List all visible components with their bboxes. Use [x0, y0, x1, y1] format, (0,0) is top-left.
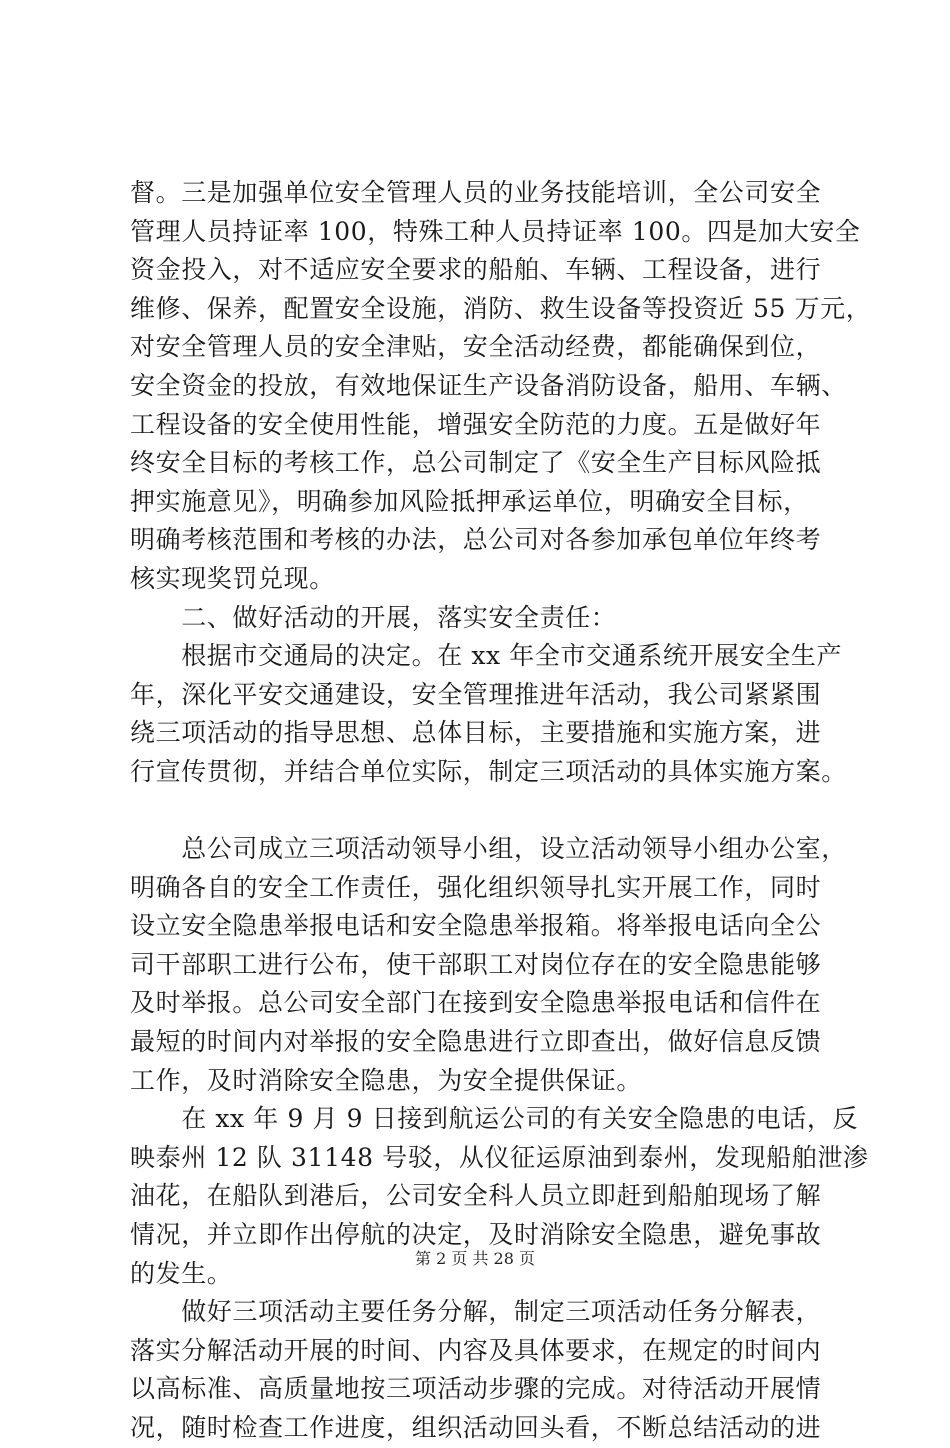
text-line: 明确各自的安全工作责任，强化组织领导扎实开展工作，同时: [130, 872, 822, 902]
page-number-footer: 第 2 页 共 28 页: [415, 1249, 535, 1268]
text-line: 对安全管理人员的安全津贴，安全活动经费，都能确保到位，: [130, 332, 822, 362]
text-line: 管理人员持证率 100，特殊工种人员持证率 100。四是加大安全: [130, 216, 861, 246]
text-line: 设立安全隐患举报电话和安全隐患举报箱。将举报电话向全公: [130, 911, 822, 941]
text-line: 终安全目标的考核工作，总公司制定了《安全生产目标风险抵: [130, 448, 822, 478]
text-line: 维修、保养，配置安全设施，消防、救生设备等投资近 55 万元，: [130, 293, 872, 323]
text-line: 落实分解活动开展的时间、内容及具体要求，在规定的时间内: [130, 1335, 822, 1365]
text-line: 押实施意见》，明确参加风险抵押承运单位，明确安全目标，: [130, 486, 809, 516]
text-line: 最短的时间内对举报的安全隐患进行立即查出，做好信息反馈: [130, 1027, 822, 1057]
text-line: 情况，并立即作出停航的决定，及时消除安全隐患，避免事故: [130, 1220, 822, 1250]
text-line: 督。三是加强单位安全管理人员的业务技能培训，全公司安全: [130, 178, 822, 207]
text-line: 明确考核范围和考核的办法，总公司对各参加承包单位年终考: [130, 525, 822, 555]
text-line: 工作，及时消除安全隐患，为安全提供保证。: [130, 1065, 643, 1095]
text-line: 总公司成立三项活动领导小组，设立活动领导小组办公室，: [130, 834, 847, 864]
text-line: 二、做好活动的开展，落实安全责任：: [130, 602, 617, 632]
text-line: 行宣传贯彻，并结合单位实际，制定三项活动的具体实施方案。: [130, 756, 847, 786]
text-line: 及时举报。总公司安全部门在接到安全隐患举报电话和信件在: [130, 988, 822, 1018]
paragraph-gap: [130, 792, 848, 831]
text-line: 以高标准、高质量地按三项活动步骤的完成。对待活动开展情: [130, 1374, 822, 1404]
text-line: 油花，在船队到港后，公司安全科人员立即赶到船舶现场了解: [130, 1181, 822, 1211]
text-line: 做好三项活动主要任务分解，制定三项活动任务分解表，: [130, 1297, 822, 1327]
text-line: 在 xx 年 9 月 9 日接到航运公司的有关安全隐患的电话，反: [130, 1104, 859, 1134]
text-line: 映泰州 12 队 31148 号驳，从仪征运原油到泰州，发现船舶泄渗: [130, 1142, 869, 1172]
text-line: 资金投入，对不适应安全要求的船舶、车辆、工程设备，进行: [130, 255, 822, 285]
text-line: 年，深化平安交通建设，安全管理推进年活动，我公司紧紧围: [130, 679, 822, 709]
text-line: 安全资金的投放，有效地保证生产设备消防设备，船用、车辆、: [130, 370, 847, 400]
text-line: 的发生。: [130, 1258, 233, 1288]
text-line: 核实现奖罚兑现。: [130, 563, 335, 593]
text-line: 绕三项活动的指导思想、总体目标，主要措施和实施方案，进: [130, 718, 822, 748]
text-line: 工程设备的安全使用性能，增强安全防范的力度。五是做好年: [130, 409, 822, 439]
text-line: 况，随时检查工作进度，组织活动回头看，不断总结活动的进: [130, 1413, 822, 1442]
text-line: 司干部职工进行公布，使干部职工对岗位存在的安全隐患能够: [130, 949, 822, 979]
text-line: 根据市交通局的决定。在 xx 年全市交通系统开展安全生产: [130, 641, 843, 671]
